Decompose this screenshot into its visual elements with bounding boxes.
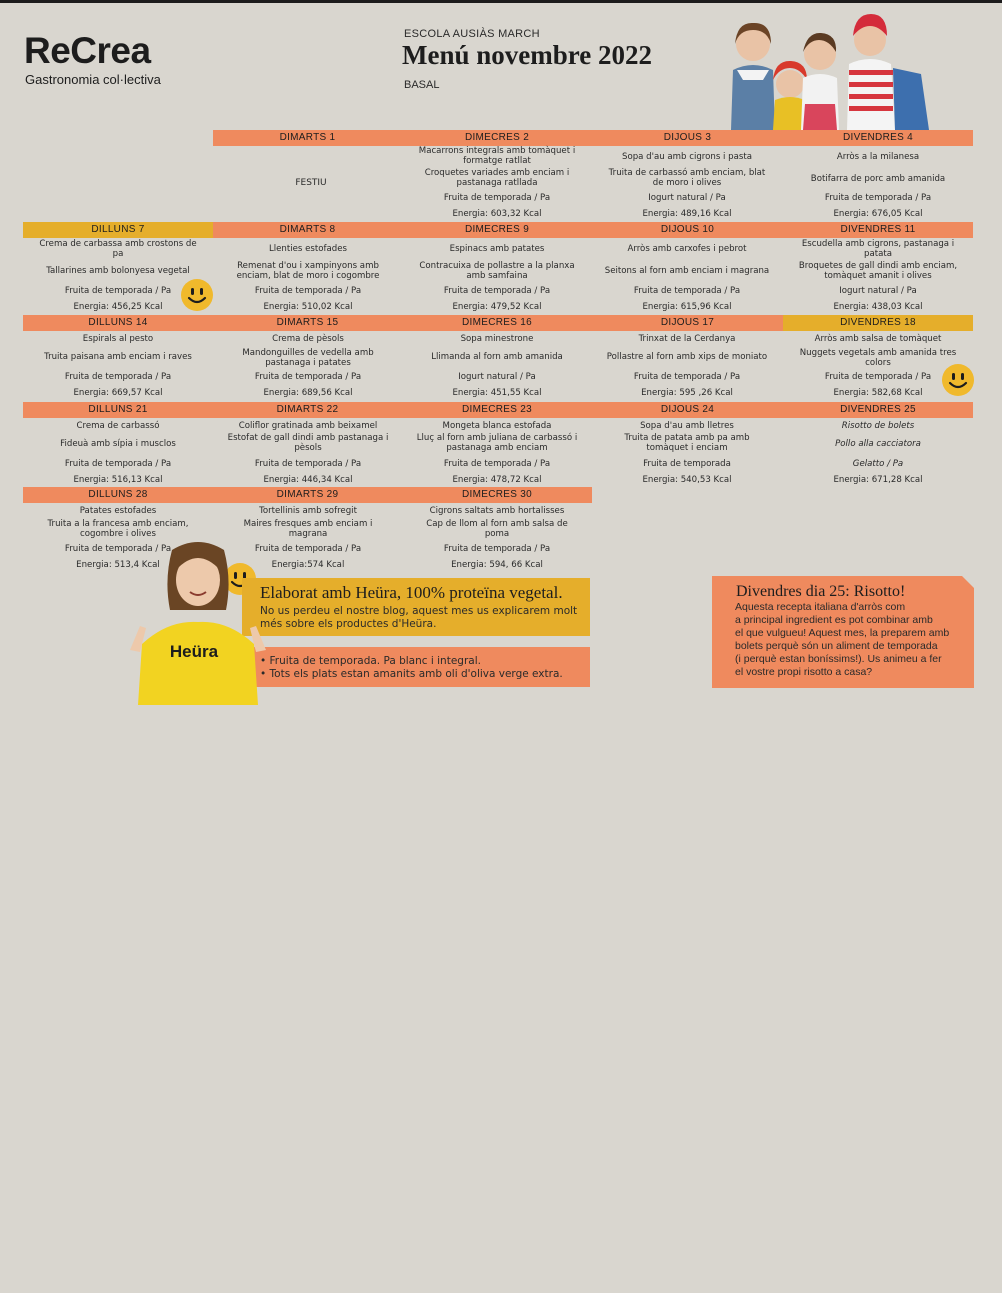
- menu-line: Espinacs amb patates: [449, 244, 545, 254]
- menu-line: Fruita de temporada / Pa: [443, 459, 551, 469]
- menu-line: Seitons al forn amb enciam i magrana: [604, 266, 770, 276]
- header-dijous-24: DIJOUS 24: [592, 402, 783, 418]
- header-dijous-17: DIJOUS 17: [592, 315, 783, 331]
- header-dimarts-22: DIMARTS 22: [213, 402, 402, 418]
- menu-line: Mongeta blanca estofada: [442, 421, 552, 431]
- energy-value: Energia: 595 ,26 Kcal: [641, 388, 733, 398]
- menu-line: Macarrons integrals amb tomàquet i: [418, 146, 576, 156]
- menu-line: Fruita de temporada / Pa: [633, 372, 741, 382]
- menu-line: Contracuixa de pollastre a la planxa: [419, 261, 575, 271]
- school-name: ESCOLA AUSIÀS MARCH: [404, 28, 540, 40]
- shirt-brand: Heüra: [169, 642, 219, 661]
- menu-line: Truita de patata amb pa amb: [624, 433, 750, 443]
- energy-value: Energia: 478,72 Kcal: [452, 475, 542, 485]
- energy-value: Energia: 540,53 Kcal: [642, 475, 732, 485]
- diet-label: BASAL: [404, 79, 440, 91]
- holiday-label: FESTIU: [295, 178, 327, 188]
- menu-line: pastanaga i patates: [265, 358, 351, 368]
- heura-text: [260, 605, 580, 631]
- header-divendres-11: DIVENDRES 11: [783, 222, 973, 238]
- menu-line: Truita a la francesa amb enciam,: [47, 519, 189, 529]
- energy-value: Energia: 671,28 Kcal: [833, 475, 923, 485]
- menu-line: Iogurt natural / Pa: [458, 372, 536, 382]
- menu-line: Fruita de temporada: [643, 459, 731, 469]
- menu-line: Espirals al pesto: [82, 334, 154, 344]
- menu-line: Arròs a la milanesa: [836, 152, 920, 162]
- energy-value: Energia: 676,05 Kcal: [833, 209, 923, 219]
- menu-line: Fruita de temporada / Pa: [633, 286, 741, 296]
- menu-line: Iogurt natural / Pa: [839, 286, 917, 296]
- menu-line: Fruita de temporada / Pa: [254, 459, 362, 469]
- menu-line: Pollastre al forn amb xips de moniato: [606, 352, 768, 362]
- menu-line: Estofat de gall dindi amb pastanaga i: [227, 433, 389, 443]
- menu-line: Trinxat de la Cerdanya: [638, 334, 736, 344]
- energy-value: Energia:574 Kcal: [271, 560, 345, 570]
- menu-line: Llenties estofades: [268, 244, 348, 254]
- menu-line: Fruita de temporada / Pa: [254, 372, 362, 382]
- risotto-line: bolets perquè són un aliment de temporada: [735, 640, 938, 652]
- energy-value: Energia: 513,4 Kcal: [76, 560, 160, 570]
- menu-line: Llimanda al forn amb amanida: [431, 352, 563, 362]
- smiley-icon: [941, 363, 975, 397]
- smiley-icon: [180, 278, 214, 312]
- menu-line: Botifarra de porc amb amanida: [810, 174, 946, 184]
- header-dilluns-14: DILLUNS 14: [23, 315, 213, 331]
- heura-title: Elaborat amb Heüra, 100% proteïna vegetal.: [260, 583, 563, 602]
- menu-line: Sopa d'au amb lletres: [640, 421, 734, 431]
- menu-line: Fruita de temporada / Pa: [254, 544, 362, 554]
- menu-line: pastanaga amb enciam: [446, 443, 548, 453]
- menu-line: Sopa d'au amb cigrons i pasta: [621, 152, 753, 162]
- menu-line: patata: [864, 249, 892, 259]
- energy-value: Energia: 669,57 Kcal: [73, 388, 163, 398]
- menu-line: Fruita de temporada / Pa: [443, 544, 551, 554]
- energy-value: Energia: 479,52 Kcal: [452, 302, 542, 312]
- menu-line: Iogurt natural / Pa: [648, 193, 726, 203]
- heura-girl-photo: [128, 540, 268, 705]
- menu-line: Lluç al forn amb juliana de carbassó i: [416, 433, 578, 443]
- menu-line: tomàquet i enciam: [646, 443, 728, 453]
- menu-line: pa: [112, 249, 124, 259]
- menu-line: Fruita de temporada / Pa: [64, 459, 172, 469]
- risotto-text: [735, 601, 971, 679]
- header-dilluns-7: DILLUNS 7: [23, 222, 213, 238]
- menu-line: Truita de carbassó amb enciam, blat: [608, 168, 766, 178]
- note-line: • Fruita de temporada. Pa blanc i integral.: [260, 655, 481, 667]
- heura-text-line: No us perdeu el nostre blog, aquest mes us explicarem molt: [260, 605, 578, 617]
- risotto-title: Divendres dia 25: Risotto!: [736, 583, 906, 600]
- menu-line: cogombre i olives: [80, 529, 156, 539]
- top-rule: [0, 0, 1002, 3]
- menu-line: Pollo alla cacciatora: [835, 439, 921, 449]
- header-dilluns-21: DILLUNS 21: [23, 402, 213, 418]
- menu-line: Fruita de temporada / Pa: [443, 286, 551, 296]
- menu-line: enciam, blat de moro i cogombre: [236, 271, 380, 281]
- header-dimarts-1: DIMARTS 1: [213, 130, 402, 146]
- energy-value: Energia: 456,25 Kcal: [73, 302, 163, 312]
- energy-value: Energia: 516,13 Kcal: [73, 475, 163, 485]
- energy-value: Energia: 615,96 Kcal: [642, 302, 732, 312]
- menu-line: Patates estofades: [79, 506, 157, 516]
- energy-value: Energia: 489,16 Kcal: [642, 209, 732, 219]
- menu-line: Fruita de temporada / Pa: [64, 544, 172, 554]
- menu-line: Fruita de temporada / Pa: [254, 286, 362, 296]
- menu-line: colors: [865, 358, 891, 368]
- menu-line: Sopa minestrone: [460, 334, 534, 344]
- menu-line: Fruita de temporada / Pa: [824, 193, 932, 203]
- header-dimecres-30: DIMECRES 30: [402, 487, 592, 503]
- brand-subtitle: Gastronomia col·lectiva: [25, 72, 161, 87]
- risotto-line: el vostre propi risotto a casa?: [735, 666, 873, 678]
- note-line: • Tots els plats estan amanits amb oli d'oliva verge extra.: [260, 668, 563, 680]
- menu-line: Crema de carbassa amb crostons de: [39, 239, 197, 249]
- brand-logo: ReCrea: [24, 30, 151, 71]
- header-dilluns-28: DILLUNS 28: [23, 487, 213, 503]
- risotto-line: a principal ingredient es pot combinar amb: [735, 614, 933, 626]
- energy-value: Energia: 603,32 Kcal: [452, 209, 542, 219]
- energy-value: Energia: 510,02 Kcal: [263, 302, 353, 312]
- menu-line: pastanaga ratllada: [456, 178, 538, 188]
- risotto-line: el que vulgueu! Aquest mes, la preparem amb: [735, 627, 950, 639]
- children-photo: [715, 8, 945, 130]
- menu-line: formatge ratllat: [463, 156, 531, 166]
- menu-line: Truita paisana amb enciam i raves: [44, 352, 192, 362]
- energy-value: Energia: 689,56 Kcal: [263, 388, 353, 398]
- menu-line: Risotto de bolets: [841, 421, 915, 431]
- menu-line: magrana: [288, 529, 328, 539]
- header-divendres-4: DIVENDRES 4: [783, 130, 973, 146]
- menu-line: Broquetes de gall dindi amb enciam,: [798, 261, 958, 271]
- menu-line: Gelatto / Pa: [852, 459, 904, 469]
- menu-line: Remenat d'ou i xampinyons amb: [237, 261, 379, 271]
- menu-line: Coliflor gratinada amb beixamel: [238, 421, 378, 431]
- menu-line: Croquetes variades amb enciam i: [424, 168, 570, 178]
- menu-line: Tallarines amb bolonyesa vegetal: [46, 266, 190, 276]
- menu-line: Crema de carbassó: [76, 421, 160, 431]
- energy-value: Energia: 594, 66 Kcal: [451, 560, 543, 570]
- menu-line: poma: [484, 529, 510, 539]
- header-dimarts-15: DIMARTS 15: [213, 315, 402, 331]
- header-dimecres-16: DIMECRES 16: [402, 315, 592, 331]
- energy-value: Energia: 451,55 Kcal: [452, 388, 542, 398]
- header-dijous-3: DIJOUS 3: [592, 130, 783, 146]
- menu-line: Fideuà amb sípia i musclos: [60, 439, 176, 449]
- menu-line: Cigrons saltats amb hortalisses: [429, 506, 565, 516]
- notes-text: [260, 655, 580, 681]
- menu-line: Fruita de temporada / Pa: [64, 286, 172, 296]
- energy-value: Energia: 438,03 Kcal: [833, 302, 923, 312]
- menu-line: Tortellinis amb sofregit: [259, 506, 357, 516]
- header-dimecres-23: DIMECRES 23: [402, 402, 592, 418]
- heura-text-line: més sobre els productes d'Heüra.: [260, 618, 437, 630]
- header-dijous-10: DIJOUS 10: [592, 222, 783, 238]
- header-divendres-18: DIVENDRES 18: [783, 315, 973, 331]
- menu-line: Maires fresques amb enciam i: [243, 519, 373, 529]
- header-divendres-25: DIVENDRES 25: [783, 402, 973, 418]
- energy-value: Energia: 582,68 Kcal: [833, 388, 923, 398]
- header-dimarts-29: DIMARTS 29: [213, 487, 402, 503]
- page-title: Menú novembre 2022: [402, 40, 652, 70]
- menu-line: tomàquet amanit i olives: [824, 271, 932, 281]
- risotto-line: Aquesta recepta italiana d'arròs com: [735, 601, 906, 613]
- menu-line: de moro i olives: [652, 178, 722, 188]
- menu-line: Fruita de temporada / Pa: [443, 193, 551, 203]
- risotto-line: (i perquè estan boníssims!). Us animeu a fer: [735, 653, 942, 665]
- header-dimarts-8: DIMARTS 8: [213, 222, 402, 238]
- header-dimecres-9: DIMECRES 9: [402, 222, 592, 238]
- menu-line: Cap de llom al forn amb salsa de: [426, 519, 568, 529]
- menu-line: Arròs amb carxofes i pebrot: [627, 244, 747, 254]
- energy-value: Energia: 446,34 Kcal: [263, 475, 353, 485]
- menu-line: Arròs amb salsa de tomàquet: [814, 334, 942, 344]
- menu-line: amb samfaina: [466, 271, 528, 281]
- menu-line: Fruita de temporada / Pa: [824, 372, 932, 382]
- menu-line: Nuggets vegetals amb amanida tres: [799, 348, 957, 358]
- menu-line: pèsols: [294, 443, 322, 453]
- menu-line: Mandonguilles de vedella amb: [242, 348, 374, 358]
- menu-line: Fruita de temporada / Pa: [64, 372, 172, 382]
- header-dimecres-2: DIMECRES 2: [402, 130, 592, 146]
- menu-line: Escudella amb cigrons, pastanaga i: [801, 239, 955, 249]
- menu-line: Crema de pèsols: [272, 334, 344, 344]
